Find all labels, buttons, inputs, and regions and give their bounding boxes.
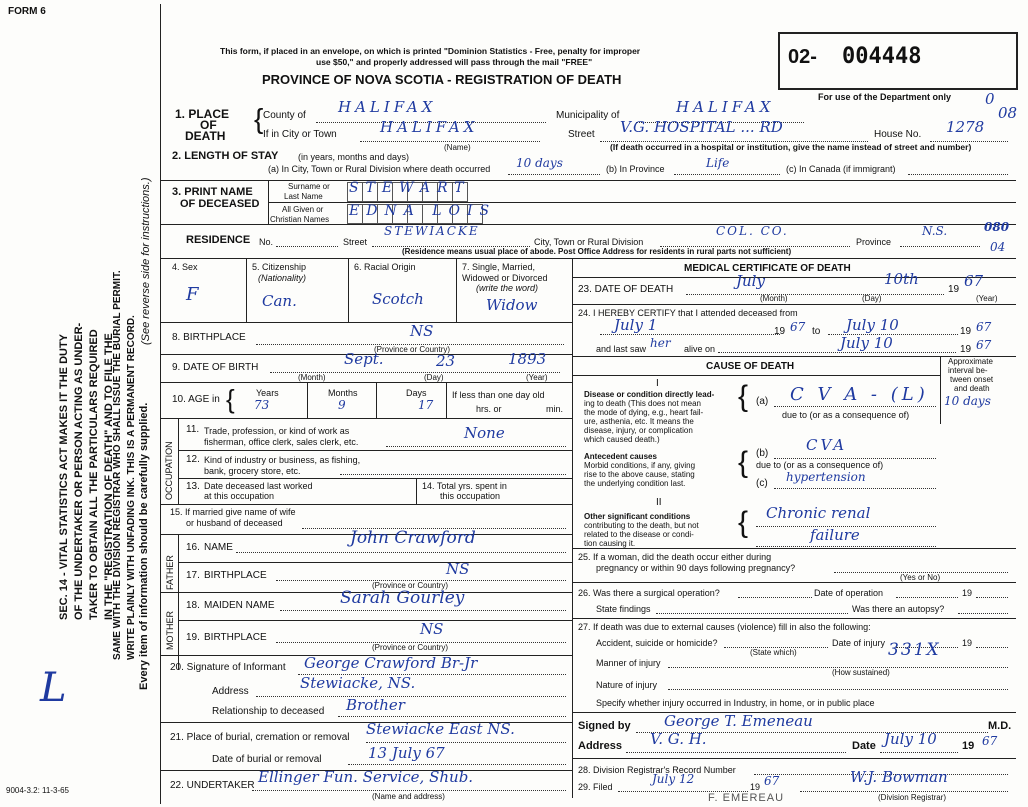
injury-code-value: 331X: [888, 640, 941, 660]
sex-label: 4. Sex: [172, 262, 198, 272]
interval-label-3: tween onset: [950, 375, 994, 384]
operation-date-line: [896, 597, 958, 598]
residence-street-value: STEWIACKE: [384, 224, 480, 238]
autopsy-line: [958, 613, 1008, 614]
medical-title-rule: [572, 277, 1016, 278]
burial-place-line: [366, 742, 566, 743]
q13-line2: at this occupation: [204, 491, 275, 501]
attended-from-year-value: 67: [790, 320, 806, 334]
side-note-line2: OF THE UNDERTAKER OR PERSON ACTING AS UNDER-: [73, 322, 85, 620]
q12-line: [340, 474, 566, 475]
q12-bottom-rule: [178, 478, 572, 479]
print-name-label-2: OF DECEASED: [180, 198, 260, 210]
city-line: [360, 141, 540, 142]
father-birthplace-value: NS: [446, 560, 470, 578]
other-conditions-value-1: Chronic renal: [766, 504, 871, 522]
signed-date-line: [880, 752, 958, 753]
name-section-bottom-rule: [160, 224, 1016, 225]
interval-label-1: Approximate: [948, 357, 993, 366]
age-years-label: Years: [256, 388, 279, 398]
residence-label: RESIDENCE: [186, 234, 251, 246]
q25-bottom-rule: [572, 582, 1016, 583]
due-to-label-2: due to (or as a consequence of): [756, 460, 884, 470]
cause-c-value: hypertension: [786, 470, 866, 484]
age-divider-b: [376, 382, 377, 418]
q14-line2: this occupation: [440, 491, 501, 501]
cause-a-value: C V A - (L): [790, 384, 929, 405]
occupation-bottom-rule: [160, 504, 572, 505]
signer-address-line: [626, 752, 846, 753]
undertaker-caption: (Name and address): [372, 792, 445, 801]
main-grid-center-divider: [572, 258, 573, 798]
dob-year-caption: (Year): [526, 373, 548, 382]
attended-to-year-prefix: 19: [960, 326, 972, 337]
side-note-line8: (See reverse side for instructions.): [140, 177, 152, 345]
cause-a-line: [774, 406, 936, 407]
citizenship-value: Can.: [262, 292, 297, 310]
relationship-line: [338, 716, 566, 717]
cause-b-label: (b): [756, 448, 769, 459]
age-days-label: Days: [406, 388, 427, 398]
registrar-caption: (Division Registrar): [878, 793, 947, 802]
racial-origin-label: 6. Racial Origin: [354, 262, 416, 272]
stay-province-value: Life: [706, 156, 730, 170]
dob-month-value: Sept.: [344, 350, 384, 368]
given-names-value: EDNA LOIS: [349, 203, 497, 219]
city-name-caption: (Name): [444, 143, 471, 152]
filed-label: 29. Filed: [578, 782, 613, 792]
signed-bottom-rule: [572, 758, 1016, 759]
hospital-note: (If death occurred in a hospital or institution, give the name instead of street and number): [610, 142, 972, 152]
signer-address-label: Address: [578, 740, 623, 752]
informant-signature-label: 20. Signature of Informant: [170, 662, 286, 673]
side-note-line6: WRITE PLAINLY WITH UNFADING INK. THIS IS A PERMANENT RECORD.: [126, 315, 137, 660]
antecedent-line1: Morbid conditions, if any, giving: [584, 461, 696, 470]
interval-label-2: interval be-: [948, 366, 988, 375]
q25-caption: (Yes or No): [900, 573, 941, 582]
father-name-value: John Crawford: [350, 528, 476, 548]
attended-to-year-value: 67: [976, 320, 992, 334]
cause-b-value: CVA: [806, 436, 848, 454]
death-year-value: 67: [964, 272, 984, 290]
surname-value: STEWART: [349, 180, 471, 196]
side-note-line4: IN THE "REGISTRATION OF DEATH" AND TO FILE THE: [103, 333, 115, 620]
other-conditions-line4: tion causing it.: [584, 539, 636, 548]
residence-street-label: Street: [343, 237, 368, 247]
residence-province-label: Province: [856, 237, 892, 247]
given-names-label-1: All Given or: [282, 205, 324, 214]
father-birthplace-label: BIRTHPLACE: [204, 570, 267, 581]
main-grid-top-rule: [160, 258, 1016, 259]
mother-vertical-label: MOTHER: [165, 611, 175, 650]
cause-b-brace: {: [738, 446, 749, 479]
disease-line4: ure, asthenia, etc. It means the: [584, 417, 694, 426]
age-divider-c: [446, 382, 447, 418]
house-number-value: 1278: [946, 118, 985, 136]
parents-label-divider: [178, 534, 179, 670]
county-label: County of: [263, 110, 306, 121]
q12-line1: Kind of industry or business, as fishing,: [204, 455, 361, 465]
cause-a-label: (a): [756, 396, 769, 407]
signed-year-value: 67: [982, 734, 998, 748]
alive-on-value: July 10: [840, 334, 893, 352]
antecedent-line3: the underlying condition last.: [584, 479, 686, 488]
margin-handwritten-mark: L: [40, 665, 67, 711]
occupation-label-divider: [178, 418, 179, 504]
age-days-value: 17: [418, 398, 434, 412]
interval-label-4: and death: [954, 384, 990, 393]
death-date-label: 23. DATE OF DEATH: [578, 284, 674, 295]
municipality-value: HALIFAX: [676, 98, 775, 116]
alive-year-prefix: 19: [960, 344, 972, 355]
age-years-value: 73: [254, 398, 270, 412]
row4-divider-a: [246, 258, 247, 322]
q18-number: 18.: [186, 600, 200, 611]
death-street-value: V.G. HOSPITAL ... RD: [620, 118, 783, 136]
mother-maiden-name-value: Sarah Gourley: [340, 588, 465, 608]
industry-label: Specify whether injury occurred in Industry, in home, or in public place: [596, 698, 875, 708]
death-month-value: July: [736, 272, 765, 290]
nature-of-injury-line: [668, 689, 1008, 690]
attended-from-value: July 1: [614, 316, 658, 334]
md-label: M.D.: [988, 720, 1012, 732]
mail-notice-line1: This form, if placed in an envelope, on which is printed "Dominion Statistics - Free, penalty for improper: [220, 46, 641, 56]
how-sustained-caption: (How sustained): [832, 668, 890, 677]
registration-prefix: 02-: [788, 46, 817, 68]
informant-address-label: Address: [212, 686, 249, 697]
given-names-label-2: Christian Names: [270, 215, 330, 224]
dob-year-value: 1893: [508, 350, 547, 368]
cause-of-death-title: CAUSE OF DEATH: [706, 361, 795, 372]
side-note-line7: Every item of information should be carefully supplied.: [138, 402, 150, 690]
side-note-line1: SEC. 14 - VITAL STATISTICS ACT MAKES IT THE DUTY: [58, 333, 70, 620]
residence-code-a: 080: [984, 220, 1010, 234]
antecedent-line2: rise to the above cause, stating: [584, 470, 695, 479]
filed-year-prefix: 19: [750, 782, 761, 792]
q14-line1: 14. Total yrs. spent in: [422, 481, 507, 491]
alive-on-label: alive on: [684, 344, 716, 354]
place-label-1: 1. PLACE: [175, 107, 230, 121]
injury-year-prefix: 19: [962, 638, 973, 648]
place-brace: {: [254, 103, 264, 134]
form-title: PROVINCE OF NOVA SCOTIA - REGISTRATION OF DEATH: [262, 72, 622, 87]
residence-number-line: [276, 246, 338, 247]
operation-year-line: [976, 597, 1008, 598]
age-divider-a: [307, 382, 308, 418]
less-than-day-label: If less than one day old: [452, 390, 545, 400]
dob-day-caption: (Day): [424, 373, 444, 382]
undertaker-label: 22. UNDERTAKER: [170, 780, 255, 791]
dob-label: 9. DATE OF BIRTH: [172, 362, 259, 373]
injury-year-line: [976, 647, 1008, 648]
length-of-stay-subtitle: (in years, months and days): [298, 152, 410, 162]
birthplace-caption: (Province or Country): [374, 345, 451, 354]
q11-line2: fisherman, office clerk, sales clerk, etc.: [204, 437, 359, 447]
marital-label-3: (write the word): [476, 283, 539, 293]
q11-bottom-rule: [178, 450, 572, 451]
form-number: FORM 6: [8, 6, 46, 17]
q25-line2: pregnancy or within 90 days following pregnancy?: [596, 563, 796, 573]
cause-c-line: [774, 488, 936, 489]
death-street-label: Street: [568, 129, 595, 140]
side-note-line5: SAME WITH THE DIVISION REGISTRAR WHO SHALL ISSUE THE BURIAL PERMIT.: [112, 270, 123, 660]
death-month-caption: (Month): [760, 294, 788, 303]
citizenship-label-1: 5. Citizenship: [252, 262, 307, 272]
length-of-stay-label: 2. LENGTH OF STAY: [172, 150, 279, 162]
birthplace-label: 8. BIRTHPLACE: [172, 332, 246, 343]
q11-number: 11.: [186, 424, 200, 435]
hours-label: hrs. or: [476, 404, 502, 414]
registrar-signature: W.J. Bowman: [850, 768, 948, 786]
marital-label-1: 7. Single, Married,: [462, 262, 536, 272]
marital-value: Widow: [486, 296, 538, 314]
dob-month-caption: (Month): [298, 373, 326, 382]
county-value: HALIFAX: [338, 98, 437, 116]
interval-column-divider: [940, 356, 941, 424]
citizenship-label-2: (Nationality): [258, 273, 307, 283]
sex-value: F: [186, 284, 199, 305]
other-conditions-line-b: [756, 546, 936, 547]
informant-signature-value: George Crawford Br-Jr: [304, 654, 478, 672]
death-day-caption: (Day): [862, 294, 882, 303]
surname-label-2: Last Name: [284, 192, 323, 201]
age-brace: {: [226, 384, 235, 414]
mother-maiden-name-label: MAIDEN NAME: [204, 600, 275, 611]
state-findings-label: State findings: [596, 604, 651, 614]
residence-code-b: 04: [990, 240, 1006, 254]
attended-to-label: to: [812, 326, 821, 337]
q25-line1: 25. If a woman, did the death occur either during: [578, 552, 772, 562]
medical-certificate-title: MEDICAL CERTIFICATE OF DEATH: [684, 263, 851, 274]
q26-bottom-rule: [572, 618, 1016, 619]
q19-number: 19.: [186, 632, 200, 643]
alive-on-line: [718, 352, 956, 353]
injury-date-label: Date of injury: [832, 638, 886, 648]
cause-bottom-rule: [572, 548, 1016, 549]
undertaker-value: Ellinger Fun. Service, Shub.: [258, 768, 474, 786]
birthplace-value: NS: [410, 322, 434, 340]
q11-line1: Trade, profession, or kind of work as: [204, 426, 350, 436]
side-note-line3: TAKER TO OBTAIN ALL THE PARTICULARS REQUIRED: [88, 329, 100, 620]
last-saw-pronoun: her: [650, 336, 671, 350]
death-year-prefix: 19: [948, 284, 960, 295]
dob-day-value: 23: [436, 352, 456, 370]
antecedent-title: Antecedent causes: [584, 452, 657, 461]
municipality-label: Municipality of: [556, 110, 620, 121]
residence-province-line: [900, 246, 980, 247]
disease-line1: Disease or condition directly lead-: [584, 390, 715, 399]
form-left-border: [160, 4, 161, 804]
registrar-stamp: F. EMEREAU: [708, 792, 785, 804]
relationship-value: Brother: [346, 696, 405, 714]
surname-label-1: Surname or: [288, 182, 330, 191]
stay-city-value: 10 days: [516, 156, 563, 170]
age-label: 10. AGE in: [172, 394, 220, 405]
q18-bottom-rule: [178, 620, 572, 621]
mother-birthplace-value: NS: [420, 620, 444, 638]
residence-note: (Residence means usual place of abode. Post Office Address for residents in rural parts not sufficient): [402, 247, 792, 256]
row4-bottom-rule: [160, 322, 572, 323]
father-name-label: NAME: [204, 542, 233, 553]
cause-b-line: [774, 458, 936, 459]
autopsy-label: Was there an autopsy?: [852, 604, 945, 614]
residence-city-value: COL. CO.: [716, 224, 789, 238]
stay-canada-label: (c) In Canada (if immigrant): [786, 164, 896, 174]
row9-bottom-rule: [160, 382, 572, 383]
q16-number: 16.: [186, 542, 200, 553]
signed-by-label: Signed by: [578, 720, 631, 732]
place-label-2: OF: [200, 118, 217, 132]
accident-label: Accident, suicide or homicide?: [596, 638, 718, 648]
burial-date-label: Date of burial or removal: [212, 754, 322, 765]
q12-line2: bank, grocery store, etc.: [204, 466, 301, 476]
other-conditions-value-2: failure: [810, 526, 860, 544]
stay-city-label: (a) In City, Town or Rural Division where death occurred: [268, 164, 491, 174]
q12-number: 12.: [186, 454, 200, 465]
stay-city-line: [508, 174, 600, 175]
cause-c-label: (c): [756, 478, 768, 489]
occupation-vertical-label: OCCUPATION: [164, 441, 174, 500]
death-year-caption: (Year): [976, 294, 998, 303]
place-label-3: DEATH: [185, 129, 226, 143]
state-which-caption: (State which): [750, 648, 797, 657]
record-number-label: 28. Division Registrar's Record Number: [578, 765, 736, 775]
manner-of-injury-label: Manner of injury: [596, 658, 661, 668]
q13-number: 13.: [186, 481, 200, 492]
other-conditions-brace: {: [738, 506, 749, 539]
state-findings-line: [656, 613, 848, 614]
q15-line1: 15. If married give name of wife: [170, 507, 296, 517]
mail-notice-line2: use $50," and properly addressed will pass through the mail "FREE": [316, 57, 593, 67]
q11-value: None: [464, 424, 505, 442]
city-label: If in City or Town: [263, 129, 337, 140]
disease-line3: the mode of dying, e.g., heart fail-: [584, 408, 704, 417]
age-months-label: Months: [328, 388, 358, 398]
stay-province-label: (b) In Province: [606, 164, 665, 174]
father-name-line: [236, 552, 566, 553]
signer-address-value: V. G. H.: [650, 730, 707, 748]
other-conditions-line2: contributing to the death, but not: [584, 521, 699, 530]
attended-from-line: [600, 334, 780, 335]
alive-year-value: 67: [976, 338, 992, 352]
stay-province-line: [674, 174, 780, 175]
filed-value: July 12: [652, 772, 695, 786]
age-months-value: 9: [338, 398, 346, 412]
signed-date-label: Date: [852, 740, 876, 752]
residence-province-value: N.S.: [922, 224, 948, 238]
department-code-1: 0: [985, 90, 995, 108]
relationship-label: Relationship to deceased: [212, 706, 325, 717]
disease-line2: ing to death (This does not mean: [584, 399, 701, 408]
other-conditions-line1: Other significant conditions: [584, 512, 691, 521]
section-ii-marker: II: [656, 497, 662, 508]
burial-date-value: 13 July 67: [368, 744, 445, 762]
residence-city-label: City, Town or Rural Division: [534, 237, 644, 247]
q16-bottom-rule: [178, 562, 572, 563]
signed-year-prefix: 19: [962, 740, 975, 752]
burial-place-label: 21. Place of burial, cremation or removal: [170, 732, 350, 743]
disease-line5: disease, injury, or complication: [584, 426, 693, 435]
stay-canada-line: [908, 174, 1008, 175]
mother-birthplace-label: BIRTHPLACE: [204, 632, 267, 643]
department-use-label: For use of the Department only: [818, 92, 952, 102]
q26-line: [738, 597, 812, 598]
q26-label: 26. Was there a surgical operation?: [578, 588, 720, 598]
attended-label: 24. I HEREBY CERTIFY that I attended deceased from: [578, 308, 798, 318]
attended-to-value: July 10: [846, 316, 899, 334]
racial-origin-value: Scotch: [372, 290, 424, 308]
interval-a-value: 10 days: [944, 394, 991, 408]
signed-date-value: July 10: [884, 730, 937, 748]
section-i-marker: I: [656, 378, 659, 389]
marital-label-2: Widowed or Divorced: [462, 273, 548, 283]
signed-by-value: George T. Emeneau: [664, 712, 813, 730]
city-value: HALIFAX: [380, 118, 479, 136]
registrar-line: [800, 791, 1008, 792]
father-birthplace-caption: (Province or Country): [372, 581, 449, 590]
row4-divider-c: [456, 258, 457, 322]
operation-date-label: Date of operation: [814, 588, 884, 598]
registration-number: 004448: [842, 44, 922, 69]
q15-line2: or husband of deceased: [186, 518, 283, 528]
q27-label: 27. If death was due to external causes (violence) fill in also the following:: [578, 622, 871, 632]
due-to-label-1: due to (or as a consequence of): [782, 410, 910, 420]
informant-address-value: Stewiacke, NS.: [300, 674, 416, 692]
burial-date-line: [348, 764, 566, 765]
attended-from-year-prefix: 19: [774, 326, 786, 337]
death-date-line: [686, 294, 944, 295]
name-section-top-rule: [160, 180, 1016, 181]
minutes-label: min.: [546, 404, 564, 414]
other-conditions-line3: related to the disease or condi-: [584, 530, 694, 539]
q17-number: 17.: [186, 570, 200, 581]
nature-of-injury-label: Nature of injury: [596, 680, 658, 690]
operation-year-prefix: 19: [962, 588, 973, 598]
informant-address-line: [256, 696, 566, 697]
filed-year-value: 67: [764, 774, 780, 788]
death-day-value: 10th: [884, 270, 919, 288]
burial-place-value: Stewiacke East NS.: [366, 720, 515, 738]
death-date-bottom-rule: [572, 304, 1016, 305]
residence-number-label: No.: [259, 237, 274, 247]
disease-line6: which caused death.): [584, 435, 660, 444]
last-saw-label: and last saw: [596, 344, 647, 354]
father-vertical-label: FATHER: [165, 555, 175, 590]
department-code-2: 08: [998, 104, 1018, 122]
cause-a-brace: {: [738, 380, 749, 413]
undertaker-line: [252, 790, 566, 791]
print-name-label-1: 3. PRINT NAME: [172, 186, 253, 198]
row4-divider-b: [348, 258, 349, 322]
form-print-code: 9004-3.2: 11-3-65: [6, 786, 70, 795]
q13-q14-divider: [416, 478, 417, 504]
mother-maiden-name-line: [280, 610, 566, 611]
q11-line: [386, 446, 566, 447]
mother-birthplace-caption: (Province or Country): [372, 643, 449, 652]
cause-title-rule: [572, 375, 940, 376]
house-number-label: House No.: [874, 129, 922, 140]
row10-bottom-rule: [160, 418, 572, 419]
q13-line1: Date deceased last worked: [204, 481, 313, 491]
